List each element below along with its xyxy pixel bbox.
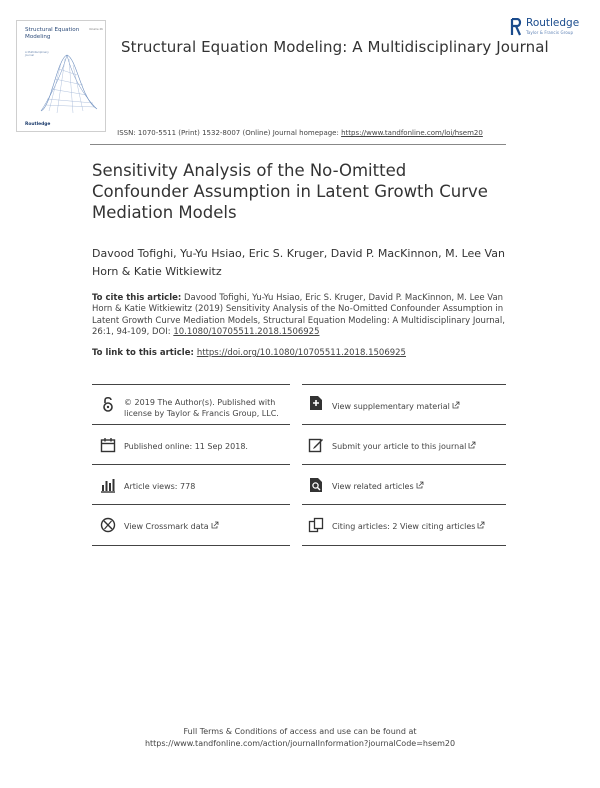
link-label: To link to this article: — [92, 348, 197, 358]
logo-tagline: Taylor & Francis Group — [526, 30, 574, 35]
cover-title: Structural Equation Modeling — [25, 27, 80, 40]
grid-divider — [302, 464, 506, 465]
journal-title: Structural Equation Modeling: A Multidisciplinary Journal — [121, 38, 549, 56]
grid-divider — [302, 424, 506, 425]
issn-line — [0, 129, 600, 137]
journal-cover — [16, 20, 106, 132]
external-link-icon — [452, 401, 460, 409]
external-link-icon — [477, 521, 485, 529]
license-text: © 2019 The Author(s). Published with license by Taylor & Francis Group, LLC. — [124, 398, 279, 418]
header-divider — [90, 144, 506, 145]
cover-brand: Routledge — [25, 122, 51, 127]
footer — [0, 726, 600, 750]
view-supplementary-label: View supplementary material — [332, 402, 450, 411]
supplementary-icon — [308, 395, 324, 411]
article-views: Article views: 778 — [124, 482, 196, 491]
logo-name: Routledge — [526, 17, 580, 29]
published-date: Published online: 11 Sep 2018. — [124, 442, 248, 451]
routledge-r-icon — [510, 18, 522, 36]
publisher-logo[interactable] — [510, 17, 592, 39]
grid-divider — [302, 545, 506, 546]
grid-divider — [302, 504, 506, 505]
grid-divider — [92, 464, 290, 465]
cover-subtitle: A Multidisciplinary Journal — [25, 51, 49, 57]
grid-divider — [302, 384, 506, 385]
view-crossmark-link[interactable] — [124, 521, 219, 532]
view-related-label: View related articles — [332, 482, 414, 491]
citation-label: To cite this article: — [92, 293, 182, 303]
issn-text: ISSN: 1070-5511 (Print) 1532-8007 (Online) Journal homepage: — [117, 129, 342, 137]
view-related-link[interactable] — [332, 481, 424, 492]
calendar-icon — [100, 437, 116, 453]
doi-link[interactable]: 10.1080/10705511.2018.1506925 — [173, 326, 320, 337]
view-crossmark-label: View Crossmark data — [124, 522, 209, 531]
view-citing-link[interactable] — [332, 521, 485, 532]
view-citing-label: Citing articles: 2 View citing articles — [332, 522, 476, 531]
grid-divider — [92, 504, 290, 505]
grid-divider — [92, 545, 290, 546]
external-link-icon — [468, 441, 476, 449]
grid-divider — [92, 384, 290, 385]
bar-chart-icon — [100, 477, 116, 493]
view-supplementary-link[interactable] — [332, 401, 460, 412]
citation-text: Davood Tofighi, Yu-Yu Hsiao, Eric S. Kruger, David P. MacKinnon, M. Lee Van Horn & Katie Witkiewitz (2019) Sensitivity Analysis of the No-Omitted Confounder Assumption in Latent Growth Curve Mediation Models, Structural Equation Modeling: A Multidisciplinary Journal, 26:1, 94-109, DOI: — [92, 293, 505, 337]
submit-article-link[interactable] — [332, 441, 476, 452]
grid-divider — [92, 424, 290, 425]
cover-curve-graphic — [37, 49, 101, 119]
open-access-icon — [100, 396, 116, 412]
submit-article-label: Submit your article to this journal — [332, 442, 467, 451]
footer-terms-link[interactable]: https://www.tandfonline.com/action/journalInformation?journalCode=hsem20 — [144, 739, 456, 748]
footer-terms-text: Full Terms & Conditions of access and use can be found at — [183, 727, 417, 736]
article-authors: Davood Tofighi, Yu-Yu Hsiao, Eric S. Kruger, David P. MacKinnon, M. Lee Van Horn & Katie Witkiewitz — [92, 247, 505, 278]
article-doi-url[interactable]: https://doi.org/10.1080/10705511.2018.1506925 — [196, 348, 406, 358]
related-articles-icon — [308, 477, 324, 493]
external-link-icon — [211, 521, 219, 529]
journal-homepage-link[interactable]: https://www.tandfonline.com/loi/hsem20 — [341, 129, 483, 137]
external-link-icon — [416, 481, 424, 489]
article-title: Sensitivity Analysis of the No-Omitted Confounder Assumption in Latent Growth Curve Mediation Models — [92, 161, 488, 222]
submit-article-icon — [308, 437, 324, 453]
citation — [92, 293, 508, 338]
cover-volume: Volume 26 — [89, 28, 103, 31]
crossmark-icon — [100, 517, 116, 533]
article-link-line — [92, 348, 508, 358]
citing-articles-icon — [308, 517, 324, 533]
